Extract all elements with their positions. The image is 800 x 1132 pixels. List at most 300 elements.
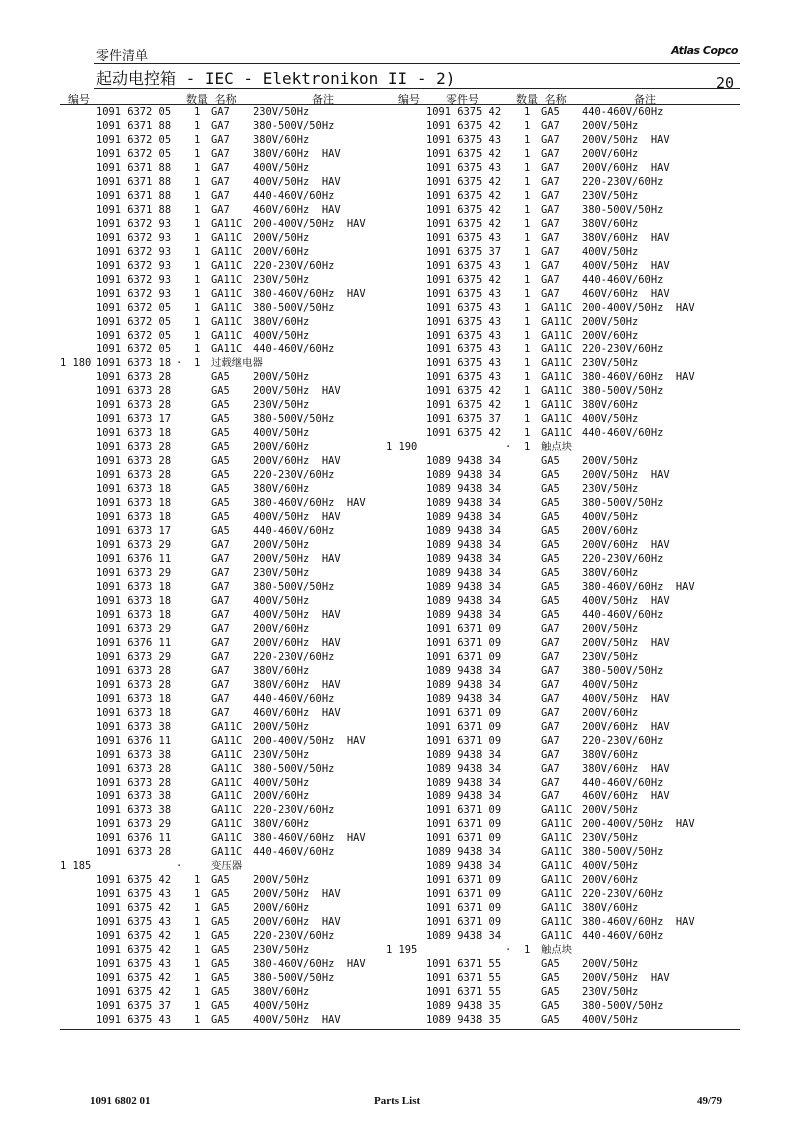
part-name: GA7: [211, 539, 230, 552]
part-number: 1089 9438 34: [426, 664, 502, 677]
table-row: [0, 721, 800, 735]
part-number: 1091 6376 11: [96, 832, 172, 845]
table-row: [0, 679, 800, 693]
part-number: 1091 6375 43: [426, 231, 502, 244]
part-name: GA11C: [211, 734, 243, 747]
quantity: 1: [194, 203, 201, 216]
quantity: 1: [194, 343, 201, 356]
table-row: [0, 413, 800, 427]
part-number: 1091 6371 09: [426, 902, 502, 915]
remarks: 230V/50Hz: [582, 483, 639, 496]
indent-dot: ·: [505, 944, 512, 957]
quantity: 1: [524, 245, 531, 258]
part-name: GA7: [541, 119, 560, 132]
part-name: GA11C: [541, 818, 573, 831]
quantity: 1: [194, 315, 201, 328]
table-row: [0, 693, 800, 707]
remarks: 200V/50Hz HAV: [582, 972, 670, 985]
table-row: [0, 735, 800, 749]
part-number: 1091 6373 18: [96, 692, 172, 705]
quantity: 1: [524, 147, 531, 160]
quantity: 1: [524, 944, 531, 957]
part-name: GA7: [541, 245, 560, 258]
part-number: 1091 6371 09: [426, 832, 502, 845]
part-name: GA7: [541, 133, 560, 146]
part-name: GA7: [541, 259, 560, 272]
part-name: GA11C: [541, 315, 573, 328]
quantity: 1: [194, 217, 201, 230]
indent-dot: ·: [505, 441, 512, 454]
part-number: 1091 6375 42: [426, 273, 502, 286]
remarks: 200V/50Hz HAV: [253, 888, 341, 901]
remarks: 380V/60Hz: [253, 483, 310, 496]
part-number: 1089 9438 34: [426, 860, 502, 873]
table-row: [0, 357, 800, 371]
part-name: GA7: [211, 636, 230, 649]
part-number: 1091 6373 28: [96, 678, 172, 691]
part-number: 1091 6375 43: [426, 315, 502, 328]
remarks: 400V/50Hz HAV: [582, 594, 670, 607]
quantity: 1: [524, 203, 531, 216]
part-name: GA7: [211, 650, 230, 663]
part-number: 1091 6373 38: [96, 748, 172, 761]
part-name: GA5: [541, 525, 560, 538]
remarks: 200V/60Hz HAV: [253, 636, 341, 649]
table-row: [0, 567, 800, 581]
part-number: 1091 6373 18: [96, 427, 172, 440]
remarks: 380-500V/50Hz: [253, 580, 335, 593]
part-name: GA7: [211, 553, 230, 565]
remarks: 380V/60Hz: [253, 133, 310, 146]
part-name: GA5: [211, 371, 230, 384]
part-name: GA5: [541, 1000, 560, 1012]
table-row: [0, 316, 800, 330]
remarks: 460V/60Hz HAV: [253, 203, 341, 216]
part-name: GA11C: [211, 231, 243, 244]
part-name: GA7: [211, 203, 230, 216]
part-name: GA5: [211, 958, 230, 971]
remarks: 380-460V/60Hz HAV: [253, 958, 366, 971]
table-row: [0, 525, 800, 539]
quantity: 1: [524, 427, 531, 440]
remarks: 400V/50Hz: [582, 860, 639, 873]
remarks: 440-460V/60Hz: [253, 189, 335, 202]
table-row: [0, 637, 800, 651]
table-row: [0, 930, 800, 944]
part-number: 1091 6371 88: [96, 119, 172, 132]
part-number: 1091 6372 93: [96, 287, 172, 300]
part-name: GA7: [541, 776, 560, 789]
header-rule-top: [94, 63, 740, 64]
part-name: GA11C: [541, 874, 573, 887]
table-row: [0, 232, 800, 246]
part-name: GA11C: [211, 273, 243, 286]
part-number: 1091 6373 17: [96, 413, 172, 426]
col-header-qty-right: 数量 名称: [516, 93, 567, 106]
part-number: 1089 9438 34: [426, 762, 502, 775]
part-name: GA5: [541, 1013, 560, 1026]
remarks: 200V/50Hz: [582, 958, 639, 971]
part-name: GA5: [211, 399, 230, 412]
part-name: GA5: [211, 930, 230, 943]
part-name: GA11C: [211, 301, 243, 314]
quantity: 1: [194, 175, 201, 188]
part-number: 1091 6373 18: [96, 511, 172, 524]
table-row: [0, 874, 800, 888]
remarks: 200V/50Hz HAV: [582, 469, 670, 482]
part-name: GA11C: [541, 301, 573, 314]
part-name: GA7: [211, 175, 230, 188]
part-name: GA11C: [211, 748, 243, 761]
quantity: 1: [194, 133, 201, 146]
part-name: 变压器: [211, 860, 243, 873]
column-header-rule: [60, 104, 740, 105]
col-header-remarks-left: 备注: [312, 93, 334, 106]
remarks: 200V/60Hz HAV: [582, 720, 670, 733]
part-number: 1091 6371 09: [426, 888, 502, 901]
remarks: 200V/60Hz: [253, 902, 310, 915]
quantity: 1: [194, 231, 201, 244]
table-row: [0, 986, 800, 1000]
part-name: GA5: [211, 455, 230, 468]
remarks: 380V/60Hz: [253, 986, 310, 999]
part-number: 1091 6375 43: [426, 301, 502, 314]
remarks: 220-230V/60Hz: [253, 650, 335, 663]
table-row: [0, 553, 800, 567]
table-row: [0, 120, 800, 134]
part-name: GA5: [211, 1013, 230, 1026]
remarks: 200V/50Hz: [582, 455, 639, 468]
remarks: 440-460V/60Hz: [253, 692, 335, 705]
remarks: 380-460V/60Hz HAV: [253, 287, 366, 300]
remarks: 440-460V/60Hz: [582, 608, 664, 621]
remarks: 380-460V/60Hz HAV: [253, 497, 366, 510]
quantity: 1: [194, 147, 201, 160]
quantity: 1: [524, 119, 531, 132]
remarks: 200V/50Hz: [253, 720, 310, 733]
remarks: 200V/60Hz: [582, 147, 639, 160]
part-number: 1091 6373 38: [96, 720, 172, 733]
table-row: [0, 749, 800, 763]
part-name: GA11C: [541, 413, 573, 426]
part-number: 1089 9438 34: [426, 566, 502, 579]
part-number: 1091 6375 42: [426, 217, 502, 230]
part-number: 1091 6373 29: [96, 566, 172, 579]
part-name: GA5: [211, 944, 230, 957]
quantity: 1: [194, 357, 201, 370]
quantity: 1: [194, 958, 201, 971]
part-number: 1089 9438 34: [426, 497, 502, 510]
quantity: 1: [524, 259, 531, 272]
quantity: 1: [524, 441, 531, 454]
table-row: [0, 609, 800, 623]
part-number: 1091 6375 43: [96, 1013, 172, 1026]
part-name: GA11C: [211, 245, 243, 258]
part-name: GA11C: [541, 930, 573, 943]
part-number: 1091 6375 42: [426, 106, 502, 118]
part-name: GA11C: [211, 329, 243, 342]
part-number: 1091 6372 93: [96, 217, 172, 230]
remarks: 200V/60Hz HAV: [253, 455, 341, 468]
remarks: 220-230V/60Hz: [253, 930, 335, 943]
remarks: 220-230V/60Hz: [582, 553, 664, 565]
part-number: 1091 6373 17: [96, 525, 172, 538]
part-number: 1091 6371 09: [426, 874, 502, 887]
part-name: 过载继电器: [211, 357, 263, 370]
remarks: 380-500V/50Hz: [253, 119, 335, 132]
part-number: 1091 6373 18: [96, 497, 172, 510]
part-name: GA7: [211, 147, 230, 160]
part-name: GA7: [541, 790, 560, 803]
remarks: 230V/50Hz: [253, 399, 310, 412]
remarks: 200V/60Hz HAV: [582, 539, 670, 552]
footer-label: Parts List: [374, 1095, 421, 1107]
document-subtitle: 零件清单: [96, 49, 149, 64]
item-number: 1 185: [60, 860, 92, 873]
part-name: GA7: [211, 189, 230, 202]
part-name: GA11C: [541, 832, 573, 845]
remarks: 200V/50Hz HAV: [253, 553, 341, 565]
remarks: 200-400V/50Hz HAV: [582, 301, 695, 314]
part-name: GA5: [211, 986, 230, 999]
part-number: 1091 6376 11: [96, 553, 172, 565]
remarks: 200-400V/50Hz HAV: [253, 734, 366, 747]
table-row: [0, 511, 800, 525]
part-number: 1091 6372 93: [96, 273, 172, 286]
part-number: 1089 9438 34: [426, 930, 502, 943]
remarks: 200V/50Hz: [582, 804, 639, 817]
part-name: GA5: [211, 916, 230, 929]
part-number: 1091 6375 43: [96, 888, 172, 901]
remarks: 230V/50Hz: [582, 650, 639, 663]
remarks: 230V/50Hz: [582, 357, 639, 370]
part-name: GA7: [541, 720, 560, 733]
remarks: 380-500V/50Hz: [582, 385, 664, 398]
table-row: [0, 818, 800, 832]
part-name: GA7: [211, 622, 230, 635]
part-number: 1091 6373 28: [96, 664, 172, 677]
part-number: 1091 6373 29: [96, 650, 172, 663]
part-name: GA5: [541, 553, 560, 565]
remarks: 200V/60Hz HAV: [253, 916, 341, 929]
remarks: 380-500V/50Hz: [253, 301, 335, 314]
quantity: 1: [194, 1000, 201, 1012]
part-number: 1089 9438 34: [426, 525, 502, 538]
part-number: 1091 6375 42: [96, 902, 172, 915]
quantity: 1: [524, 287, 531, 300]
brand-logo: Atlas Copco: [671, 44, 738, 57]
quantity: 1: [524, 189, 531, 202]
quantity: 1: [524, 106, 531, 118]
part-number: 1091 6375 43: [426, 161, 502, 174]
part-number: 1091 6375 42: [426, 119, 502, 132]
part-name: GA5: [211, 413, 230, 426]
part-name: GA7: [541, 706, 560, 719]
remarks: 400V/50Hz HAV: [582, 692, 670, 705]
part-name: GA11C: [541, 399, 573, 412]
table-row: [0, 106, 800, 120]
part-number: 1089 9438 34: [426, 483, 502, 496]
remarks: 400V/50Hz: [253, 1000, 310, 1012]
table-row: [0, 888, 800, 902]
part-name: GA5: [211, 441, 230, 454]
part-number: 1091 6372 05: [96, 106, 172, 118]
part-number: 1091 6375 43: [426, 343, 502, 356]
part-number: 1091 6371 09: [426, 706, 502, 719]
quantity: 1: [524, 343, 531, 356]
remarks: 400V/50Hz HAV: [253, 175, 341, 188]
bottom-rule: [60, 1029, 740, 1030]
footer-page: 49/79: [697, 1095, 723, 1107]
remarks: 440-460V/60Hz: [253, 525, 335, 538]
remarks: 200V/60Hz: [253, 441, 310, 454]
remarks: 380V/60Hz: [253, 818, 310, 831]
indent-dot: ·: [176, 357, 183, 370]
quantity: 1: [524, 329, 531, 342]
remarks: 400V/50Hz: [253, 594, 310, 607]
part-name: GA7: [541, 622, 560, 635]
quantity: 1: [524, 371, 531, 384]
section-page-number: 20: [715, 74, 734, 92]
remarks: 400V/50Hz HAV: [253, 511, 341, 524]
remarks: 200V/60Hz HAV: [582, 161, 670, 174]
quantity: 1: [524, 217, 531, 230]
part-number: 1089 9438 34: [426, 790, 502, 803]
table-row: [0, 399, 800, 413]
remarks: 380V/60Hz HAV: [253, 147, 341, 160]
table-row: [0, 651, 800, 665]
part-number: 1091 6375 42: [426, 203, 502, 216]
remarks: 220-230V/60Hz: [253, 469, 335, 482]
quantity: 1: [194, 902, 201, 915]
remarks: 230V/50Hz: [253, 748, 310, 761]
table-row: [0, 1014, 800, 1028]
remarks: 230V/50Hz: [253, 566, 310, 579]
table-row: [0, 343, 800, 357]
part-name: GA7: [541, 650, 560, 663]
quantity: 1: [524, 301, 531, 314]
part-name: GA7: [211, 692, 230, 705]
part-number: 1091 6375 42: [96, 944, 172, 957]
part-number: 1091 6371 88: [96, 203, 172, 216]
part-number: 1091 6373 28: [96, 385, 172, 398]
remarks: 200V/60Hz: [253, 245, 310, 258]
quantity: 1: [194, 259, 201, 272]
remarks: 380V/60Hz: [253, 664, 310, 677]
table-row: [0, 972, 800, 986]
part-number: 1091 6376 11: [96, 636, 172, 649]
part-number: 1091 6372 05: [96, 315, 172, 328]
part-number: 1091 6375 43: [96, 916, 172, 929]
part-name: GA11C: [541, 860, 573, 873]
part-name: GA11C: [211, 832, 243, 845]
part-name: GA7: [541, 636, 560, 649]
part-name: GA5: [541, 497, 560, 510]
part-name: GA11C: [211, 720, 243, 733]
part-number: 1091 6375 43: [426, 357, 502, 370]
part-name: GA11C: [541, 371, 573, 384]
part-name: GA11C: [211, 259, 243, 272]
quantity: 1: [194, 189, 201, 202]
header-rule-bottom: [94, 88, 740, 89]
part-name: GA11C: [211, 776, 243, 789]
remarks: 440-460V/60Hz: [253, 846, 335, 859]
part-name: GA5: [211, 888, 230, 901]
part-number: 1089 9438 34: [426, 539, 502, 552]
quantity: 1: [194, 944, 201, 957]
table-row: [0, 427, 800, 441]
remarks: 200V/50Hz: [582, 315, 639, 328]
quantity: 1: [524, 385, 531, 398]
remarks: 380V/60Hz: [582, 902, 639, 915]
remarks: 400V/50Hz: [582, 245, 639, 258]
part-name: GA7: [541, 692, 560, 705]
remarks: 220-230V/60Hz: [582, 343, 664, 356]
part-name: GA5: [211, 469, 230, 482]
table-row: [0, 218, 800, 232]
part-number: 1089 9438 34: [426, 511, 502, 524]
parts-column-right: [0, 106, 800, 1028]
table-row: [0, 902, 800, 916]
remarks: 220-230V/60Hz: [582, 175, 664, 188]
remarks: 380-460V/60Hz HAV: [582, 580, 695, 593]
table-row: [0, 777, 800, 791]
part-name: GA5: [211, 902, 230, 915]
part-number: 1091 6371 09: [426, 818, 502, 831]
remarks: 200V/50Hz: [582, 119, 639, 132]
table-row: [0, 497, 800, 511]
part-number: 1091 6376 11: [96, 734, 172, 747]
quantity: 1: [194, 119, 201, 132]
part-number: 1091 6373 28: [96, 371, 172, 384]
table-row: [0, 763, 800, 777]
table-row: [0, 176, 800, 190]
part-number: 1091 6372 05: [96, 343, 172, 356]
part-number: 1091 6371 55: [426, 986, 502, 999]
part-number: 1091 6375 42: [96, 874, 172, 887]
remarks: 400V/50Hz HAV: [253, 608, 341, 621]
table-row: [0, 860, 800, 874]
quantity: 1: [524, 357, 531, 370]
remarks: 380V/60Hz: [253, 315, 310, 328]
remarks: 380-500V/50Hz: [253, 762, 335, 775]
table-row: [0, 274, 800, 288]
quantity: 1: [524, 231, 531, 244]
part-number: 1091 6371 09: [426, 650, 502, 663]
part-number: 1089 9438 34: [426, 580, 502, 593]
col-header-remarks-right: 备注: [634, 93, 656, 106]
remarks: 220-230V/60Hz: [582, 888, 664, 901]
quantity: 1: [194, 874, 201, 887]
part-name: GA11C: [211, 790, 243, 803]
remarks: 380-500V/50Hz: [582, 846, 664, 859]
part-name: GA7: [541, 147, 560, 160]
footer-doc-number: 1091 6802 01: [90, 1095, 151, 1107]
col-header-qty-left: 数量 名称: [186, 93, 237, 106]
part-name: GA7: [211, 664, 230, 677]
item-number: 1 180: [60, 357, 92, 370]
remarks: 200V/50Hz HAV: [253, 385, 341, 398]
remarks: 380-500V/50Hz: [253, 413, 335, 426]
remarks: 380-500V/50Hz: [582, 664, 664, 677]
remarks: 460V/60Hz HAV: [582, 287, 670, 300]
part-number: 1091 6375 43: [426, 259, 502, 272]
quantity: 1: [194, 245, 201, 258]
part-name: GA11C: [541, 916, 573, 929]
part-name: GA11C: [541, 846, 573, 859]
table-row: [0, 804, 800, 818]
remarks: 200V/60Hz: [253, 790, 310, 803]
